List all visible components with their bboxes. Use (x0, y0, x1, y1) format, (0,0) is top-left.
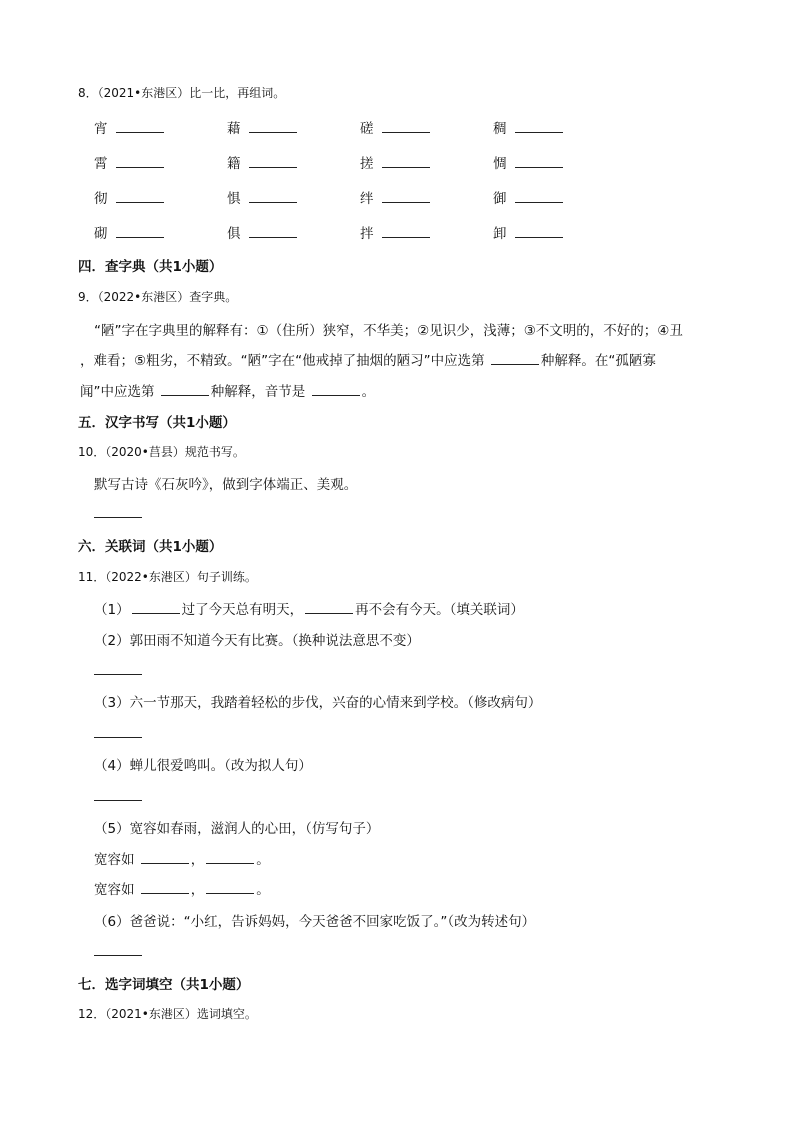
answer-blank[interactable] (515, 131, 563, 133)
answer-blank[interactable] (515, 166, 563, 168)
q9-text: 种解释。在“孤陋寡 (540, 353, 656, 369)
q9-text: 种解释，音节是 (210, 384, 306, 400)
q8-char: 霄 (94, 156, 108, 172)
q11-text: （1） (94, 602, 130, 618)
q8-char: 惧 (227, 191, 241, 207)
answer-blank[interactable] (94, 517, 142, 518)
q8-item (360, 187, 432, 207)
q11-header: 11．（2022•东港区）句子训练。 (78, 570, 257, 584)
answer-blank[interactable] (382, 201, 430, 203)
answer-blank[interactable] (116, 131, 164, 133)
answer-blank[interactable] (94, 674, 142, 675)
answer-blank[interactable] (249, 166, 297, 168)
q9-header: 9．（2022•东港区）查字典。 (78, 290, 238, 304)
q11-part2: （2）郭田雨不知道今天有比赛。（换种说法意思不变） (94, 633, 420, 649)
q8-item (493, 152, 565, 172)
q12-header: 12．（2021•东港区）选词填空。 (78, 1007, 257, 1021)
q8-item (493, 117, 565, 137)
q8-char: 砌 (94, 226, 108, 242)
q11-text: 宽容如 (94, 882, 135, 898)
q8-item (94, 187, 166, 207)
q8-item (360, 222, 432, 242)
q8-item (493, 187, 565, 207)
q9-text: 。 (361, 384, 376, 400)
q8-char: 御 (493, 191, 507, 207)
answer-blank[interactable] (161, 394, 209, 396)
q11-text: 。 (256, 882, 270, 898)
q8-header: 8．（2021•东港区）比一比，再组词。 (78, 86, 286, 100)
q8-item (94, 117, 166, 137)
answer-blank[interactable] (94, 800, 142, 801)
q11-text: 宽容如 (94, 852, 135, 868)
answer-blank[interactable] (515, 201, 563, 203)
q9-text: ，难看；⑤粗劣，不精致。“陋”字在“他戒掉了抽烟的陋习”中应选第 (80, 353, 485, 369)
q8-char: 俱 (227, 226, 241, 242)
answer-blank[interactable] (249, 131, 297, 133)
answer-blank[interactable] (116, 166, 164, 168)
q11-part1 (94, 598, 524, 618)
q9-text-line1: “陋”字在字典里的解释有：①（住所）狭窄，不华美；②见识少，浅薄；③不文明的，不好的；④丑 (94, 323, 683, 339)
answer-blank[interactable] (382, 236, 430, 238)
q9-text: 闻”中应选第 (80, 384, 155, 400)
q8-item (94, 222, 166, 242)
section-title: 七．选字词填空（共1小题） (78, 977, 250, 993)
section-title: 四．查字典（共1小题） (78, 259, 223, 275)
q10-text: 默写古诗《石灰吟》，做到字体端正、美观。 (94, 477, 358, 493)
answer-blank[interactable] (94, 955, 142, 956)
answer-blank[interactable] (249, 201, 297, 203)
q8-char: 卸 (493, 226, 507, 242)
answer-blank[interactable] (491, 363, 539, 365)
q11-part5: （5）宽容如春雨，滋润人的心田，（仿写句子） (94, 821, 380, 837)
q11-text: 过了今天总有明天， (181, 602, 304, 618)
q8-item (227, 222, 299, 242)
q11-text: ， (190, 852, 205, 868)
q8-char: 籍 (227, 156, 241, 172)
q8-item (94, 152, 166, 172)
q8-char: 宵 (94, 121, 108, 137)
q11-text: 再不会有今天。（填关联词） (355, 602, 524, 618)
q8-char: 拌 (360, 226, 374, 242)
q8-char: 彻 (94, 191, 108, 207)
q11-part4: （4）蝉儿很爱鸣叫。（改为拟人句） (94, 758, 312, 774)
answer-blank[interactable] (382, 166, 430, 168)
answer-blank[interactable] (116, 236, 164, 238)
answer-blank[interactable] (116, 201, 164, 203)
answer-blank[interactable] (206, 892, 254, 894)
q8-char: 藉 (227, 121, 241, 137)
q8-item (227, 187, 299, 207)
q9-text-line2 (80, 349, 656, 369)
q8-item (493, 222, 565, 242)
answer-blank[interactable] (141, 862, 189, 864)
q8-item (360, 117, 432, 137)
answer-blank[interactable] (141, 892, 189, 894)
q8-char: 绊 (360, 191, 374, 207)
q8-char: 稠 (493, 121, 507, 137)
answer-blank[interactable] (206, 862, 254, 864)
answer-blank[interactable] (382, 131, 430, 133)
section-title: 五．汉字书写（共1小题） (78, 415, 236, 431)
q9-text-line3 (80, 380, 375, 400)
q8-char: 搓 (360, 156, 374, 172)
q11-part5-line2 (94, 878, 270, 898)
answer-blank[interactable] (132, 612, 180, 614)
answer-blank[interactable] (312, 394, 360, 396)
q10-header: 10．（2020•莒县）规范书写。 (78, 445, 245, 459)
answer-blank[interactable] (94, 737, 142, 738)
answer-blank[interactable] (515, 236, 563, 238)
q8-item (227, 117, 299, 137)
answer-blank[interactable] (249, 236, 297, 238)
q8-item (360, 152, 432, 172)
section-title: 六．关联词（共1小题） (78, 539, 223, 555)
q11-text: ， (190, 882, 205, 898)
q8-char: 惆 (493, 156, 507, 172)
q11-text: 。 (256, 852, 270, 868)
answer-blank[interactable] (305, 612, 353, 614)
q11-part5-line1 (94, 848, 270, 868)
q11-part6: （6）爸爸说：“小红，告诉妈妈，今天爸爸不回家吃饭了。”（改为转述句） (94, 914, 536, 930)
q8-item (227, 152, 299, 172)
q8-char: 磋 (360, 121, 374, 137)
q11-part3: （3）六一节那天，我踏着轻松的步伐，兴奋的心情来到学校。（修改病句） (94, 695, 542, 711)
